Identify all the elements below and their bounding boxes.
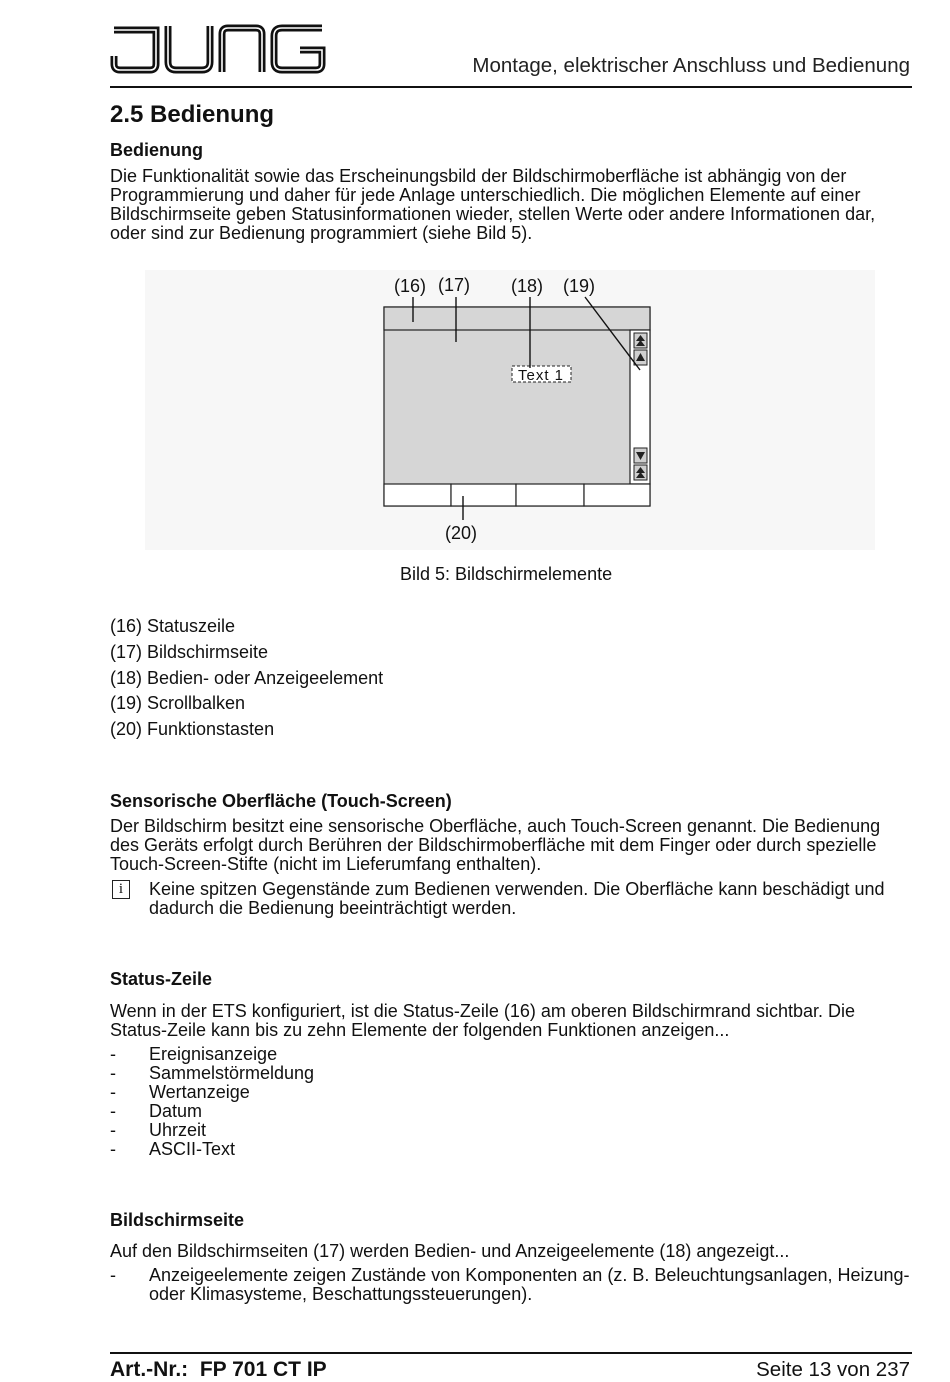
jung-logo bbox=[110, 22, 330, 76]
legend-item: (17) Bildschirmseite bbox=[110, 641, 269, 662]
bildschirmseite-heading: Bildschirmseite bbox=[110, 1210, 245, 1230]
status-bar bbox=[384, 307, 650, 330]
list-item: - Wertanzeige bbox=[110, 1082, 250, 1102]
callout-17: (17) bbox=[438, 275, 471, 295]
list-item: - ASCII-Text bbox=[110, 1139, 236, 1159]
list-item: - Datum bbox=[110, 1101, 203, 1121]
touch-note: Keine spitzen Gegenstände zum Bedienen verwenden. Die Oberfläche kann beschädigt und dadurch die Bedienung beeinträchtigt werden. bbox=[149, 879, 885, 918]
touch-text: Der Bildschirm besitzt eine sensorische Oberfläche, auch Touch-Screen genannt. Die Bedienung des Geräts erfolgt durch Berühren der Bildschirmoberfläche mit dem Finger oder durch spezielle Touch-Screen-Stifte (nicht im Lieferumfang enthalten). bbox=[110, 816, 881, 874]
legend-item: (19) Scrollbalken bbox=[110, 693, 246, 714]
legend-item: (16) Statuszeile bbox=[110, 616, 236, 636]
text-element-label: Text 1 bbox=[517, 367, 565, 384]
header-title: Montage, elektrischer Anschluss und Bedienung bbox=[472, 54, 910, 77]
figure-caption: Bild 5: Bildschirmelemente bbox=[400, 564, 613, 584]
figure-legend bbox=[110, 614, 383, 743]
screen-elements-diagram bbox=[145, 270, 875, 550]
screen-frame bbox=[384, 307, 650, 506]
callout-18: (18) bbox=[511, 276, 544, 296]
callout-19: (19) bbox=[563, 276, 596, 296]
bedienung-heading: Bedienung bbox=[110, 140, 203, 160]
bildschirmseite-list bbox=[110, 1266, 910, 1304]
status-list bbox=[110, 1045, 314, 1159]
list-item: - Anzeigeelemente zeigen Zustände von Komponenten an (z. B. Beleuchtungsanlagen, Heizung- oder Klimasysteme, Beschattungssteuerungen). bbox=[110, 1265, 910, 1304]
list-item: - Sammelstörmeldung bbox=[110, 1063, 315, 1083]
info-icon: i bbox=[112, 880, 130, 899]
page-number: Seite 13 von 237 bbox=[756, 1358, 910, 1381]
bildschirmseite-text: Auf den Bildschirmseiten (17) werden Bedien- und Anzeigeelemente (18) angezeigt... bbox=[110, 1241, 790, 1261]
list-item: - Uhrzeit bbox=[110, 1120, 207, 1140]
footer-divider bbox=[110, 1352, 912, 1354]
bedienung-text: Die Funktionalität sowie das Erscheinungsbild der Bildschirmoberfläche ist abhängig von der Programmierung und daher für jede Anlage unterschiedlich. Die möglichen Elemente auf einer Bildschirmseite geben Statusinformationen wieder, stellen Werte oder andere Informationen dar, oder sind zur Bedienung programmiert (siehe Bild 5). bbox=[110, 166, 876, 243]
status-heading: Status-Zeile bbox=[110, 969, 213, 989]
article-number: Art.-Nr.: FP 701 CT IP bbox=[110, 1358, 327, 1381]
section-title: 2.5 Bedienung bbox=[110, 101, 275, 128]
touch-heading: Sensorische Oberfläche (Touch-Screen) bbox=[110, 791, 452, 811]
header-divider bbox=[110, 86, 912, 88]
callout-16: (16) bbox=[394, 276, 427, 296]
callout-20: (20) bbox=[445, 523, 478, 543]
function-keys bbox=[384, 484, 650, 506]
legend-item: (18) Bedien- oder Anzeigeelement bbox=[110, 667, 384, 688]
list-item: - Ereignisanzeige bbox=[110, 1044, 278, 1064]
legend-item: (20) Funktionstasten bbox=[110, 719, 275, 740]
status-text: Wenn in der ETS konfiguriert, ist die Status-Zeile (16) am oberen Bildschirmrand sichtbar. Die Status-Zeile kann bis zu zehn Elemente der folgenden Funktionen anzeigen... bbox=[110, 1001, 855, 1040]
